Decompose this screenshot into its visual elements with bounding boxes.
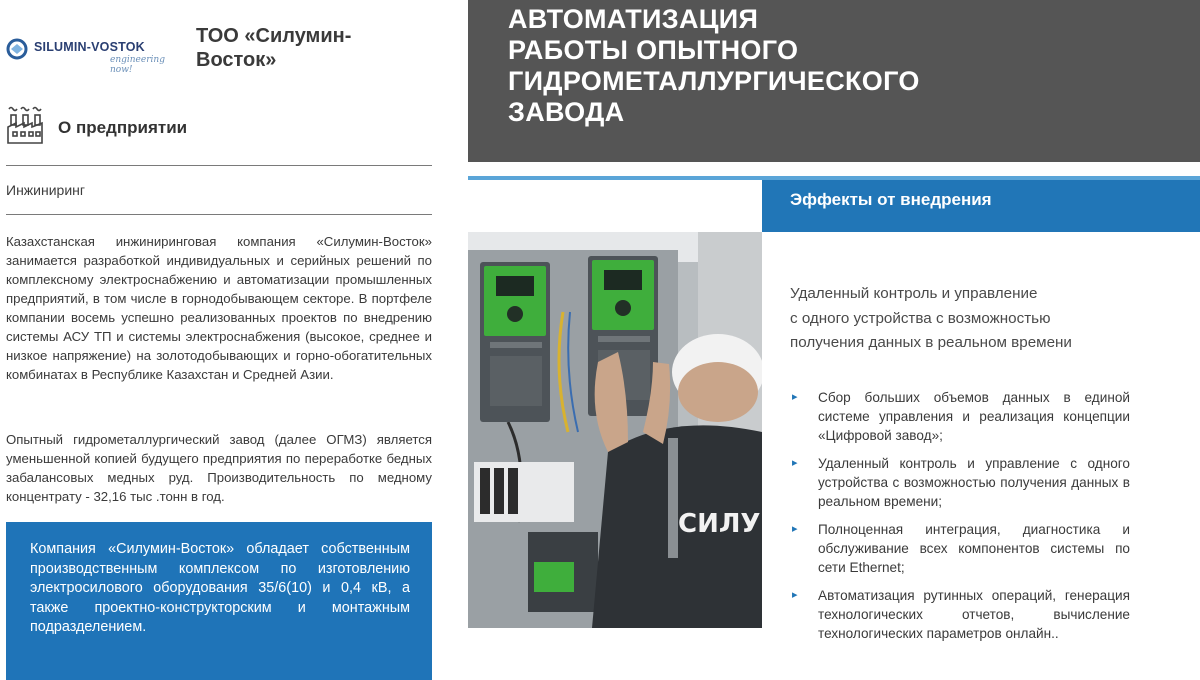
- triangle-right-icon: ▸: [792, 391, 798, 403]
- triangle-right-icon: ▸: [792, 457, 798, 469]
- about-paragraph-2: Опытный гидрометаллургический завод (далее ОГМЗ) является уменьшенной копией будущего предприятия по переработке бедных забалансовых медных руд. Производительность по медному концентрату - 32,16 тыс .тонн в год.: [6, 432, 432, 504]
- list-item: ▸ Сбор больших объемов данных в единой системе управления и реализация концепции «Цифровой завод»;: [792, 390, 1130, 443]
- list-item: ▸ Полноценная интеграция, диагностика и обслуживание всех компонентов системы по сети Ethernet;: [792, 522, 1130, 575]
- divider: [6, 165, 432, 166]
- about-paragraph-1: Казахстанская инжиниринговая компания «Силумин-Восток» занимается разработкой индивидуальных и серийных решений по комплексному электроснабжению и автоматизации промышленных предприятий, в том числе в горнодобывающем секторе. В портфеле компании восемь успешно реализованных проектов по внедрению системы АСУ ТП и системы электроснабжения (высокое, среднее и низкое напряжение) на золотодобывающих и горно-обогатительных комбинатах в Республике Казахстан и Средней Азии.: [6, 234, 432, 382]
- effects-header-band: [468, 176, 1200, 232]
- company-name: [196, 24, 416, 72]
- section-title-about: О предприятии: [58, 118, 188, 137]
- hero-header: [468, 0, 1200, 162]
- engineer-photo: [468, 232, 762, 628]
- effects-lead-line3: получения данных в реальном времени: [790, 334, 1072, 351]
- hero-title-line3: ГИДРОМЕТАЛЛУРГИЧЕСКОГО: [508, 66, 920, 96]
- effects-lead: [790, 282, 1140, 356]
- list-item: ▸ Автоматизация рутинных операций, генерация технологических отчетов, вычисление технологических параметров онлайн..: [792, 588, 1130, 641]
- highlight-text: Компания «Силумин-Восток» обладает собственным производственным комплексом по изготовлению электросилового оборудования 35/6(10) и 0,4 кВ, а также проектно-конструкторским и монтажным подразделением.: [30, 541, 410, 635]
- effects-lead-line2: с одного устройства с возможностью: [790, 309, 1051, 327]
- hero-title: [508, 4, 1068, 128]
- company-name-line2: Восток»: [196, 49, 277, 71]
- logo-text: SILUMIN-VOSTOK: [34, 40, 145, 54]
- hero-title-line4: ЗАВОДА: [508, 97, 625, 127]
- hero-title-line1: АВТОМАТИЗАЦИЯ: [508, 4, 759, 34]
- factory-icon: [6, 105, 44, 145]
- company-name-line1: ТОО «Силумин-: [196, 25, 352, 47]
- effects-title: Эффекты от внедрения: [790, 190, 992, 209]
- hero-title-line2: РАБОТЫ ОПЫТНОГО: [508, 35, 799, 65]
- logo-mark-icon: [6, 38, 28, 60]
- list-item: ▸ Удаленный контроль и управление с одного устройства с возможностью получения данных в реальном времени;: [792, 456, 1130, 509]
- triangle-right-icon: ▸: [792, 523, 798, 535]
- triangle-right-icon: ▸: [792, 589, 798, 601]
- divider: [6, 214, 432, 215]
- effects-list: [790, 388, 1130, 652]
- category-label: Инжиниринг: [6, 182, 85, 198]
- company-logo: [6, 36, 182, 76]
- jacket-text: СИЛУ: [678, 509, 761, 539]
- highlight-box: [6, 522, 432, 680]
- effects-lead-line1: Удаленный контроль и управление: [790, 285, 1038, 302]
- photo-illustration: [468, 232, 762, 628]
- logo-tagline: engineering now!: [110, 55, 165, 75]
